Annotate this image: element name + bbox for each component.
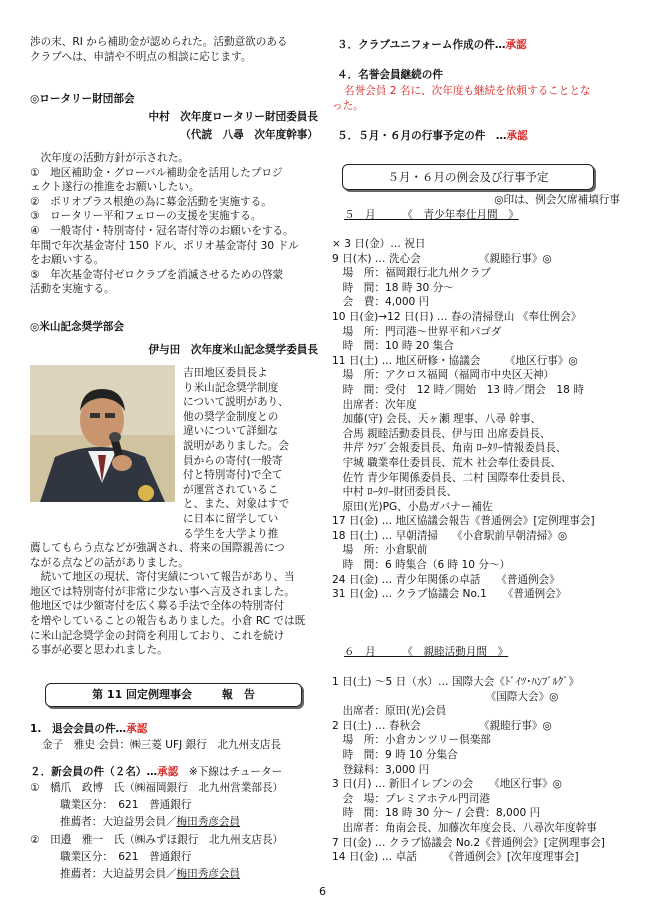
member2-line: ② 田邉 雅一 氏（㈱みずほ銀行 北九州支店長） (30, 834, 284, 846)
june-line: 14 日(金) … 卓話 《普通例会》[次年度理事会] (332, 851, 579, 864)
item5-status: 承認 (506, 130, 528, 142)
rotary-line: ェクト遂行の推進をお願いしたい。 (30, 181, 200, 194)
schedule-note: ◎印は、例会欠席補填行事 (494, 194, 620, 206)
may-schedule (332, 237, 624, 602)
rotary-line: ② ポリオプラス根絶の為に募金活動を実施する。 (30, 195, 272, 208)
may-line: 合馬 親睦活動委員長、伊与田 出席委員長、 (332, 427, 551, 440)
yoneyama-side-line: に日本に留学してい (183, 512, 279, 525)
yoneyama-side-line: 説明がありました。会 (183, 439, 289, 452)
item2-title: ２．新会員の件（２名）… (30, 766, 158, 778)
may-line: 17 日(金) … 地区協議会報告《普通例会》[定例理事会] (332, 515, 595, 528)
june-line: 登録料：3,000 円 (332, 763, 430, 776)
yoneyama-side-line: が運営されているこ (183, 483, 279, 496)
may-line: 宇城 職業奉仕委員長、荒木 社会奉仕委員長、 (332, 456, 562, 469)
june-line: 3 日(月) … 新旧イレブンの会 《地区行事》◎ (332, 778, 562, 791)
item3-title: ３．クラブユニフォーム作成の件… (337, 39, 506, 51)
item4-title: ４．名誉会員継続の件 (337, 69, 443, 81)
may-line: 場 所：アクロス福岡（福岡市中央区天神） (332, 369, 555, 382)
member1-tutor: 梅田秀彦会員 (176, 816, 241, 828)
meeting-report-box (45, 683, 302, 707)
member1-sponsor-label: 推薦者：大迫益男会員／ (60, 816, 177, 828)
item1-status: 承認 (126, 723, 148, 735)
rotary-line: ③ ロータリー平和フェローの支援を実施する。 (30, 210, 262, 223)
item2-status: 承認 (157, 766, 179, 778)
may-line: 原田(光)PG、小島ガバナー補佐 (332, 500, 493, 513)
june-line: 時 間：9 時 10 分集合 (332, 748, 458, 761)
may-line: 加藤(守) 会長、天ヶ瀬 理事、八尋 幹事、 (332, 413, 542, 426)
yoneyama-side-text (183, 366, 320, 541)
rotary-line: ④ 一般寄付・特別寄付・冠名寄付等のお願いをする。 (30, 224, 294, 237)
june-line: 2 日(土) … 春秋会 《親睦行事》◎ (332, 719, 552, 732)
yoneyama-side-line: 員からの寄付(一般寄 (183, 454, 283, 467)
item2-note: ※下線はチューター (178, 766, 283, 778)
item3-status: 承認 (505, 39, 527, 51)
speaker-photo (30, 365, 175, 502)
june-line: 時 間：18 時 30 分～ / 会費：8,000 円 (332, 807, 541, 820)
may-line: 時 間：6 時集合（6 時 10 分～） (332, 559, 511, 572)
june-line: 出席者：原田(光)会員 (332, 705, 447, 718)
may-line: 31 日(金) … クラブ協議会 No.1 《普通例会》 (332, 588, 567, 601)
may-heading: ５ 月 《 青少年奉仕月間 》 (344, 209, 519, 221)
may-line: 出席者：次年度 (332, 398, 417, 411)
may-line: 会 費：4,000 円 (332, 296, 430, 309)
may-line: 18 日(土) … 早朝清掃 《小倉駅前早朝清掃》◎ (332, 529, 568, 542)
yoneyama-line: 他地区では少額寄付を広く募る手法で全体の特別寄付 (30, 600, 285, 613)
may-line: 10 日(金)→12 日(日) … 春の清掃登山 《奉仕例会》 (332, 310, 582, 323)
rotary-body (30, 151, 320, 297)
yoneyama-body (30, 541, 320, 658)
june-line: 《国際大会》◎ (332, 690, 559, 703)
may-line: 場 所：小倉駅前 (332, 544, 428, 557)
item1-detail: 金子 雅史 会員：㈱三菱 UFJ 銀行 北九州支店長 (42, 739, 281, 751)
june-schedule (332, 675, 624, 865)
may-line: 11 日(土) … 地区研修・協議会 《地区行事》◎ (332, 354, 578, 367)
meeting-report-suffix: 報 告 (221, 688, 255, 701)
member1-line: ① 橋爪 政博 氏（㈱福岡銀行 北九州営業部長） (30, 782, 284, 794)
yoneyama-side-line: 他の奨学金制度との (183, 410, 279, 423)
yoneyama-line: る事が必要と思われました。 (30, 644, 168, 657)
yoneyama-side-line: 違いについて詳細な (183, 425, 279, 438)
rotary-line: 年間で年次基金寄付 150 ドル、ポリオ基金寄付 30 ドル (30, 239, 299, 252)
yoneyama-line: ながる点などの話がありました。 (30, 556, 189, 569)
yoneyama-speaker: 伊与田 次年度米山記念奨学委員長 (148, 344, 318, 356)
rotary-line: 活動を実施する。 (30, 283, 115, 296)
yoneyama-side-line: と、また、対象はすで (183, 498, 290, 511)
member2-class: 職業区分： 621 普通銀行 (60, 851, 192, 863)
june-line: 7 日(金) … クラブ協議会 No.2《普通例会》[定例理事会] (332, 836, 605, 849)
member1-class: 職業区分： 621 普通銀行 (60, 799, 192, 811)
rotary-line: 次年度の活動方針が示された。 (30, 152, 189, 164)
schedule-box-title: ５月・６月の例会及び行事予定 (387, 170, 549, 184)
meeting-report-title: 第 11 回定例理事会 (92, 688, 193, 701)
may-line: 佐竹 青少年関係委員長、二村 国際奉仕委員長、 (332, 471, 572, 484)
june-line: 1 日(土) ～5 日（水）… 国際大会《ﾄﾞｲﾂ･ﾊﾝﾌﾞﾙｸﾞ》 (332, 676, 580, 688)
rotary-proxy: （代読 八尋 次年度幹事） (180, 129, 318, 141)
may-line: 場 所：門司港～世界平和パゴダ (332, 325, 502, 338)
yoneyama-line: 地区では特別寄付が非常に少ない事へ言及されました。 (30, 585, 295, 598)
yoneyama-side-line: について説明があり、 (183, 396, 289, 409)
member1-sponsor (60, 815, 240, 830)
intro-line: 渉の末、RI から補助金が認められた。活動意欲のある (30, 36, 288, 48)
item1-title: 1. 退会会員の件… (30, 723, 127, 735)
member2-sponsor (60, 867, 240, 882)
item3-line (337, 38, 527, 53)
yoneyama-line: 薦してもらう点などが強調され、将来の国際親善につ (30, 542, 285, 554)
may-line: 井芹 ｸﾗﾌﾞ会報委員長、角南 ﾛｰﾀﾘｰ情報委員長、 (332, 442, 567, 455)
june-line: 会 場：プレミアホテル門司港 (332, 792, 490, 805)
june-line: 場 所：小倉カンツリー倶楽部 (332, 734, 491, 747)
yoneyama-side-line: 付と特別寄付)で全て (183, 469, 283, 482)
may-line: 場 所：福岡銀行北九州クラブ (332, 267, 491, 280)
yoneyama-line: に米山記念奨学金の封筒を利用しており、これを続け (30, 629, 285, 642)
intro-line: クラブへは、申請や不明点の相談に応じます。 (30, 50, 252, 63)
may-line: 時 間：受付 12 時／開始 13 時／閉会 18 時 (332, 383, 584, 396)
member2-sponsor-label: 推薦者：大迫益男会員／ (60, 868, 177, 880)
yoneyama-side-line: り米山記念奨学制度 (183, 381, 279, 394)
june-heading: ６ 月 《 親睦活動月間 》 (344, 646, 509, 658)
rotary-heading: ◎ロータリー財団部会 (30, 93, 135, 105)
yoneyama-heading: ◎米山記念奨学部会 (30, 321, 124, 333)
rotary-speaker: 中村 次年度ロータリー財団委員長 (148, 111, 318, 123)
may-line: 9 日(木) … 洗心会 《親睦行事》◎ (332, 252, 552, 265)
may-line: × 3 日(金）… 祝日 (332, 238, 426, 250)
member2-tutor: 梅田秀彦会員 (176, 868, 241, 880)
rotary-line: をお願いする。 (30, 254, 105, 267)
schedule-box (342, 164, 594, 190)
may-line: 24 日(金) … 青少年関係の卓話 《普通例会》 (332, 573, 560, 586)
item5-title: ５．５月・６月の行事予定の件 … (337, 130, 507, 142)
item1-line (30, 722, 147, 737)
yoneyama-side-line: る学生を大学より推 (183, 527, 279, 540)
may-line: 時 間：18 時 30 分～ (332, 281, 454, 294)
item4-body-line: 名誉会員 2 名に、次年度も継続を依頼することとな (344, 85, 591, 97)
speaker-photo-drawing (30, 365, 175, 502)
item5-line (337, 129, 528, 144)
item4-body-line: った。 (332, 100, 364, 112)
rotary-line: ⑤ 年次基金寄付ゼロクラブを消滅させるための啓蒙 (30, 268, 284, 281)
yoneyama-side-line: 吉田地区委員長よ (183, 367, 268, 379)
may-line: 中村 ﾛｰﾀﾘｰ財団委員長、 (332, 486, 458, 499)
june-line: 出席者：角南会長、加藤次年度会長、八尋次年度幹事 (332, 821, 597, 834)
rotary-line: ① 地区補助金・グローバル補助金を活用したプロジ (30, 166, 283, 179)
yoneyama-line: 続いて地区の現状、寄付実績について報告があり、当 (30, 571, 295, 584)
page-number: 6 (319, 885, 326, 898)
may-line: 時 間：10 時 20 集合 (332, 340, 454, 353)
yoneyama-line: を増やしていることの報告もありました。小倉 RC では既 (30, 614, 306, 627)
item2-line (30, 765, 282, 780)
